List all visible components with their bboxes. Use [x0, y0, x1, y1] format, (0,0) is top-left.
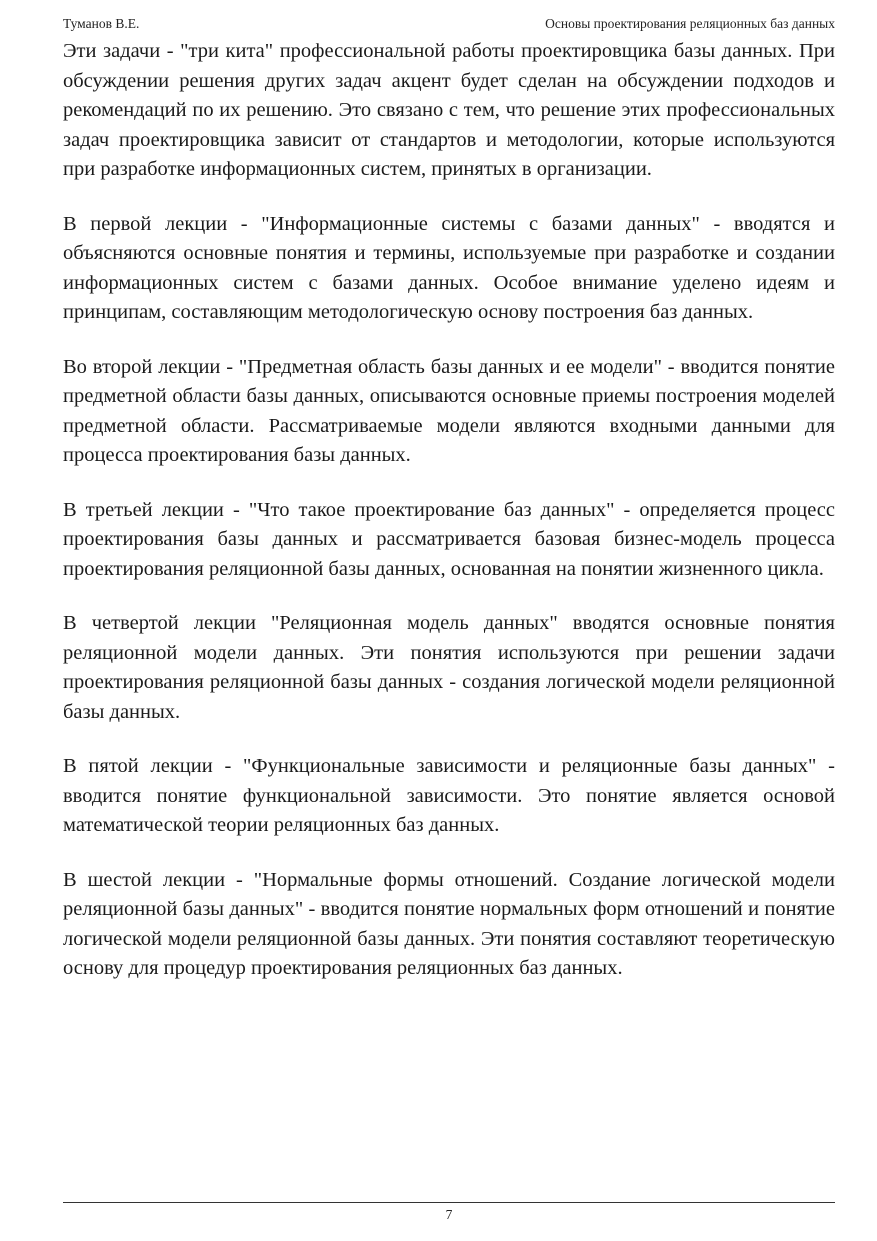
header-title: Основы проектирования реляционных баз данных: [545, 16, 835, 31]
paragraph-lecture-5: В пятой лекции - "Функциональные зависимости и реляционные базы данных" - вводится понятие функциональной зависимости. Это понятие является основой математической теории реляционных баз данных.: [63, 755, 835, 836]
paragraph-lecture-1: В первой лекции - "Информационные системы с базами данных" - вводятся и объясняются основные понятия и термины, используемые при разработке и создании информационных систем с базами данных. Особое внимание уделено идеям и принципам, составляющим методологическую основу построения баз данных.: [63, 212, 835, 323]
paragraph-intro: Эти задачи - "три кита" профессиональной работы проектировщика базы данных. При обсуждении решения других задач акцент будет сделан на обсуждении подходов и рекомендаций по их решению. Это связано с тем, что решение этих профессиональных задач проектировщика зависит от стандартов и методологии, которые используются при разработке информационных систем, принятых в организации.: [63, 40, 835, 180]
page-footer: [63, 1202, 835, 1223]
header-author: Туманов В.Е.: [63, 16, 140, 31]
paragraph-lecture-6: В шестой лекции - "Нормальные формы отношений. Создание логической модели реляционной базы данных" - вводится понятие нормальных форм отношений и понятие логической модели реляционной базы данных. Эти понятия составляют теоретическую основу для процедур проектирования реляционных баз данных.: [63, 868, 835, 979]
paragraph-lecture-4: В четвертой лекции "Реляционная модель данных" вводятся основные понятия реляционной модели данных. Эти понятия используются при решении задачи проектирования реляционной базы данных - создания логической модели реляционной базы данных.: [63, 612, 835, 723]
paragraph-lecture-3: В третьей лекции - "Что такое проектирование баз данных" - определяется процесс проектирования базы данных и рассматривается базовая бизнес-модель процесса проектирования реляционной базы данных, основанная на понятии жизненного цикла.: [63, 498, 835, 580]
page-body: [63, 37, 835, 1009]
page-header: [63, 16, 835, 36]
paragraph-lecture-2: Во второй лекции - "Предметная область базы данных и ее модели" - вводится понятие предметной области базы данных, описываются основные приемы построения моделей предметной области. Рассматриваемые модели являются входными данными для процесса проектирования базы данных.: [63, 355, 835, 466]
page-number: 7: [445, 1207, 453, 1222]
